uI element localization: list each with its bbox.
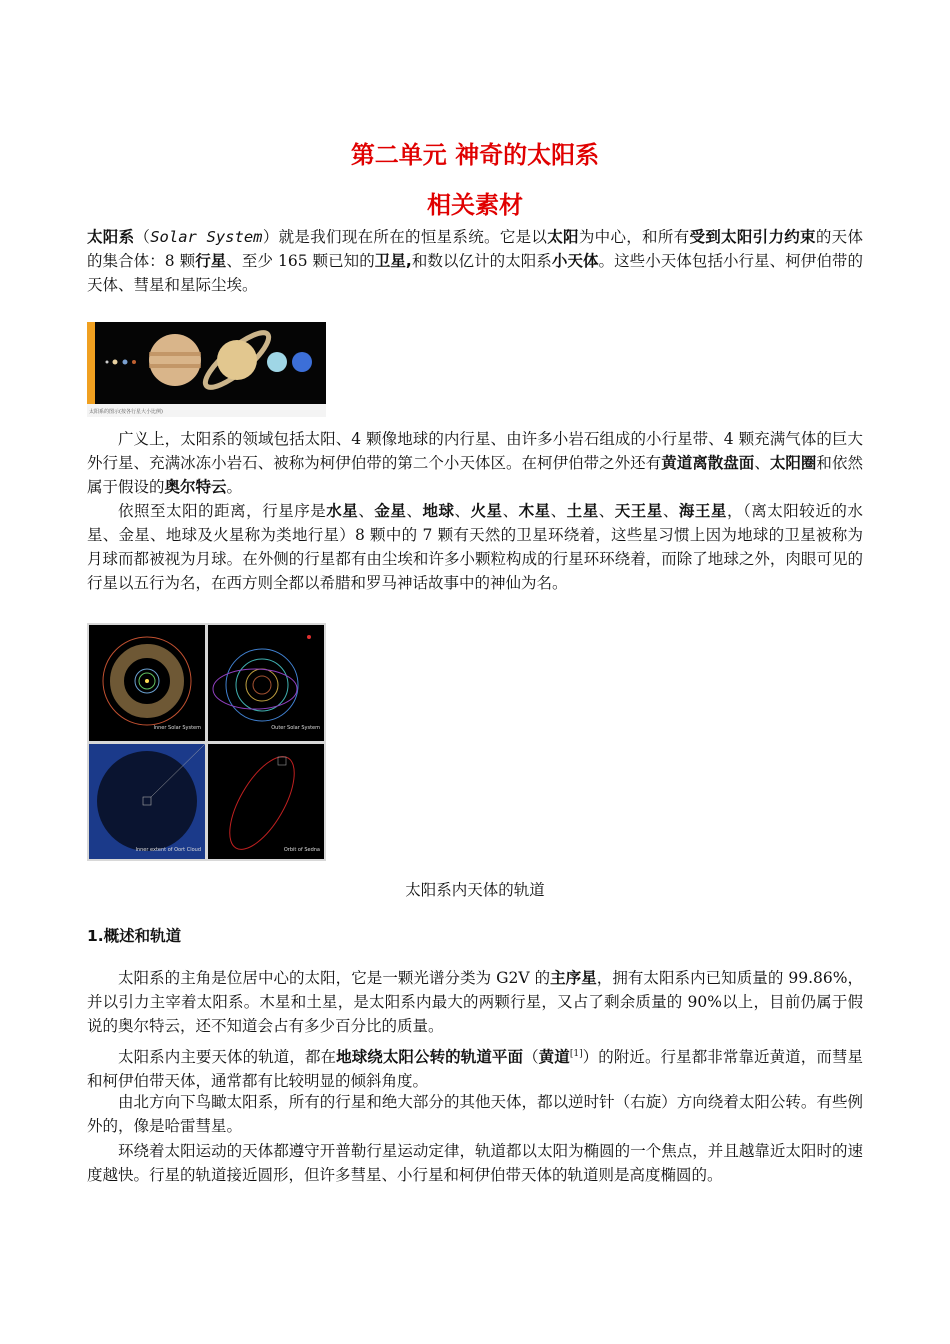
page-subtitle: 相关素材 bbox=[427, 191, 523, 219]
paragraph-overview: 太阳系的主角是位居中心的太阳，它是一颗光谱分类为 G2V 的主序星，拥有太阳系内已知质量的 99.86%，并以引力主宰着太阳系。木星和土星，是太阳系内最大的两颗行星，又占了剩余质量的 90%以上，目前仍属于假说的奥尔特云，还不知道会占有多少百分比的质量。 bbox=[87, 969, 863, 1035]
outer-solar-system-panel bbox=[208, 625, 324, 741]
q4-label: Orbit of Sedna bbox=[283, 847, 320, 853]
page-title: 第二单元 神奇的太阳系 bbox=[350, 141, 600, 169]
q2-label: Outer Solar System bbox=[271, 725, 320, 731]
sedna-orbit-panel bbox=[208, 744, 324, 859]
intro-paragraph: 太阳系（Solar System）就是我们现在所在的恒星系统。它是以太阳为中心，和所有受到太阳引力约束的天体的集合体：8 颗行星、至少 165 颗已知的卫星,和数以亿计的太阳系小天体。这些小天体包括小行星、柯伊伯带的天体、彗星和星际尘埃。 bbox=[87, 228, 863, 294]
solar-system-planets-image bbox=[87, 322, 326, 417]
section-heading: 1.概述和轨道 bbox=[87, 927, 182, 945]
paragraph-rotation: 由北方向下鸟瞰太阳系，所有的行星和绝大部分的其他天体，都以逆时针（右旋）方向绕着太阳公转。有些例外的，像是哈雷彗星。 bbox=[87, 1093, 863, 1135]
paragraph-extent: 广义上，太阳系的领域包括太阳、4 颗像地球的内行星、由许多小岩石组成的小行星带、4 颗充满气体的巨大外行星、充满冰冻小岩石、被称为柯伊伯带的第二个小天体区。在柯伊伯带之外还有黄道离散盘面、太阳圈和依然属于假设的奥尔特云。 bbox=[87, 430, 863, 496]
oort-cloud-panel bbox=[89, 744, 205, 859]
q1-label: Inner Solar System bbox=[153, 725, 201, 731]
paragraph-planet-order: 依照至太阳的距离，行星序是水星、金星、地球、火星、木星、土星、天王星、海王星，（离太阳较近的水星、金星、地球及火星称为类地行星）8 颗中的 7 颗有天然的卫星环绕着，这些星习惯上因为地球的卫星被称为月球而都被视为月球。在外侧的行星都有由尘埃和许多小颗粒构成的行星环环绕着，而除了地球之外，肉眼可见的行星以五行为名，在西方则全都以希腊和罗马神话故事中的神仙为名。 bbox=[87, 502, 863, 592]
paragraph-kepler: 环绕着太阳运动的天体都遵守开普勒行星运动定律，轨道都以太阳为椭圆的一个焦点，并且越靠近太阳时的速度越快。行星的轨道接近圆形，但许多彗星、小行星和柯伊伯带天体的轨道则是高度椭圆的。 bbox=[87, 1142, 863, 1184]
img1-caption: 太阳系的图示(按各行星大小比例) bbox=[89, 409, 163, 415]
q3-label: Inner extent of Oort Cloud bbox=[135, 847, 201, 853]
inner-solar-system-panel bbox=[89, 625, 205, 741]
figure-caption: 太阳系内天体的轨道 bbox=[405, 881, 545, 899]
paragraph-ecliptic: 太阳系内主要天体的轨道，都在地球绕太阳公转的轨道平面（黄道[1]）的附近。行星都非常靠近黄道，而彗星和柯伊伯带天体，通常都有比较明显的倾斜角度。 bbox=[87, 1048, 863, 1091]
orbits-diagram-image bbox=[87, 623, 326, 861]
